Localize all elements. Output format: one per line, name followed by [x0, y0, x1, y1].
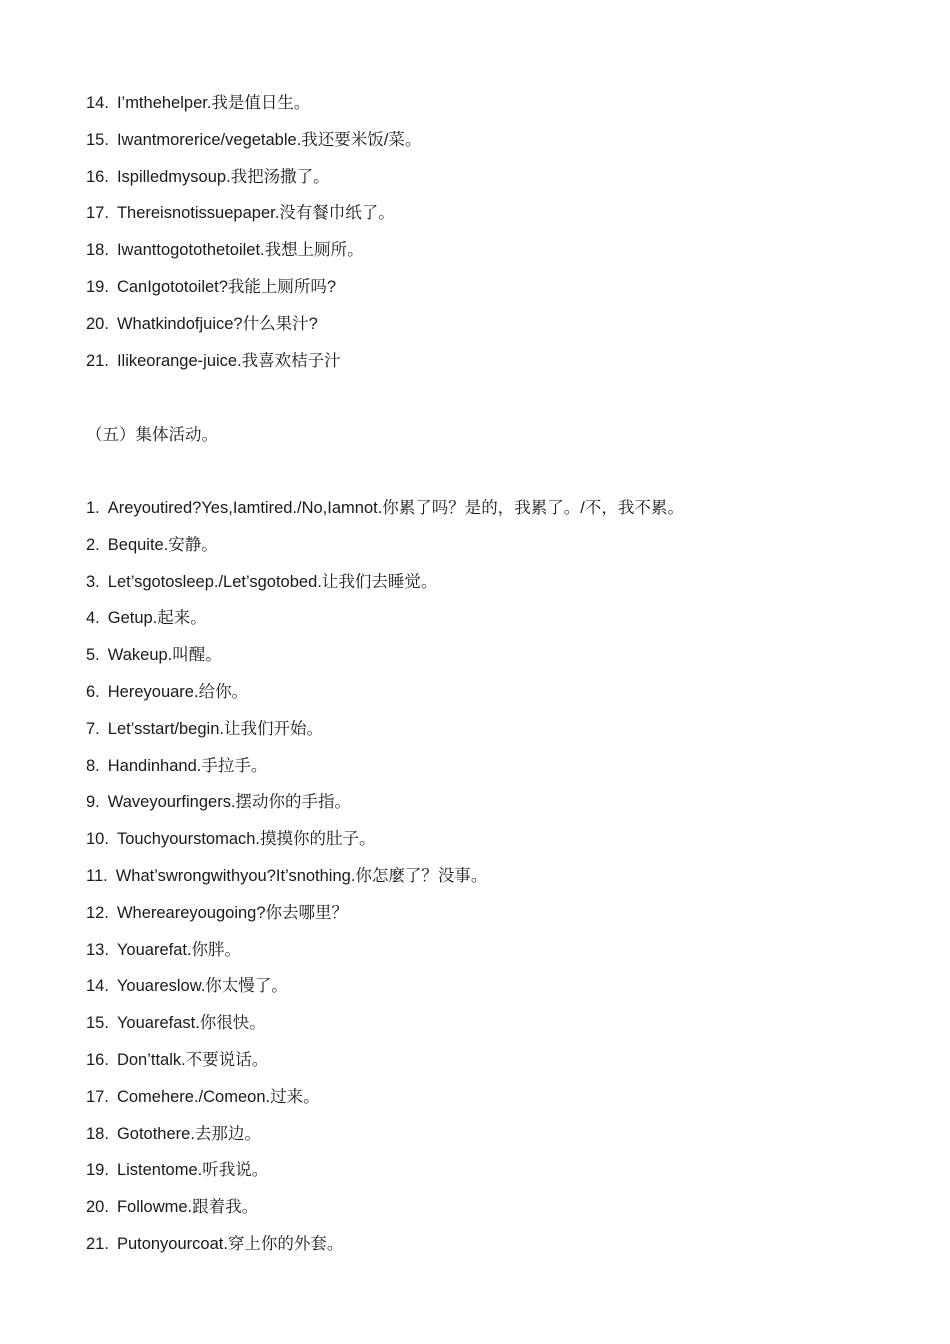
- item-text: Waveyourfingers.摆动你的手指。: [107, 793, 352, 812]
- item-number: 3.: [86, 572, 100, 591]
- item-number: 9.: [86, 793, 100, 812]
- list-item: [86, 88, 421, 125]
- item-number: 14.: [86, 94, 109, 112]
- item-text: Ilikeorange-juice.我喜欢桔子汁: [116, 351, 341, 370]
- list-item: [86, 1119, 684, 1156]
- item-text: Areyoutired?Yes,Iamtired./No,Iamnot.你累了吗？是的，我累了。/不，我不累。: [107, 499, 684, 517]
- item-number: 21.: [86, 351, 109, 370]
- item-number: 13.: [86, 940, 109, 959]
- list-item: [86, 125, 421, 162]
- list-item: [86, 567, 684, 604]
- item-text: Youarefast.你很快。: [116, 1014, 266, 1033]
- item-text: Iwantmorerice/vegetable.我还要米饭/菜。: [116, 130, 422, 149]
- item-number: 17.: [86, 204, 109, 223]
- list-item: [86, 530, 684, 567]
- item-number: 16.: [86, 1050, 109, 1069]
- item-number: 19.: [86, 277, 109, 296]
- item-text: I’mthehelper.我是值日生。: [116, 94, 311, 112]
- item-number: 5.: [86, 646, 100, 665]
- item-text: Youareslow.你太慢了。: [116, 977, 288, 996]
- item-number: 7.: [86, 719, 100, 738]
- list-item: [86, 714, 684, 751]
- list-item: [86, 162, 421, 199]
- list-item: [86, 935, 684, 972]
- item-text: Gotothere.去那边。: [116, 1124, 261, 1143]
- list-item: [86, 898, 684, 935]
- list-item: [86, 493, 684, 530]
- item-number: 20.: [86, 1198, 109, 1217]
- item-text: Getup.起来。: [107, 609, 207, 628]
- list-item: [86, 198, 421, 235]
- item-number: 10.: [86, 830, 109, 849]
- list-item: [86, 751, 684, 788]
- item-number: 20.: [86, 314, 109, 333]
- list-item: [86, 235, 421, 272]
- item-text: CanIgototoilet?我能上厕所吗?: [116, 277, 337, 296]
- item-text: What’swrongwithyou?It’snothing.你怎麼了？没事。: [115, 866, 488, 885]
- list-item: [86, 861, 684, 898]
- item-text: Ispilledmysoup.我把汤撒了。: [116, 167, 330, 186]
- item-number: 2.: [86, 535, 100, 554]
- item-number: 15.: [86, 130, 109, 149]
- item-text: Let’sstart/begin.让我们开始。: [107, 719, 323, 738]
- list-item: [86, 272, 421, 309]
- item-text: Bequite.安静。: [107, 535, 218, 554]
- phrase-list-meals: [86, 88, 421, 382]
- list-item: [86, 677, 684, 714]
- item-text: Wakeup.叫醒。: [107, 646, 222, 665]
- list-item: [86, 1229, 684, 1266]
- list-item: [86, 309, 421, 346]
- item-number: 18.: [86, 1124, 109, 1143]
- item-number: 11.: [86, 866, 108, 885]
- item-text: Let’sgotosleep./Let’sgotobed.让我们去睡觉。: [107, 572, 438, 591]
- phrase-list-group-activities: [86, 493, 684, 1266]
- list-item: [86, 603, 684, 640]
- item-text: Whatkindofjuice?什么果汁?: [116, 314, 318, 333]
- item-number: 14.: [86, 977, 109, 996]
- item-number: 16.: [86, 167, 109, 186]
- item-text: Comehere./Comeon.过来。: [116, 1087, 320, 1106]
- item-text: Followme.跟着我。: [116, 1198, 259, 1217]
- item-text: Putonyourcoat.穿上你的外套。: [116, 1234, 344, 1253]
- item-number: 8.: [86, 756, 100, 775]
- item-text: Handinhand.手拉手。: [107, 756, 268, 775]
- list-item: [86, 971, 684, 1008]
- item-number: 21.: [86, 1234, 109, 1253]
- list-item: [86, 1192, 684, 1229]
- list-item: [86, 787, 684, 824]
- item-text: Youarefat.你胖。: [116, 940, 242, 959]
- section-heading: （五）集体活动。: [86, 426, 218, 444]
- list-item: [86, 824, 684, 861]
- list-item: [86, 640, 684, 677]
- item-number: 15.: [86, 1014, 109, 1033]
- item-number: 4.: [86, 609, 100, 628]
- list-item: [86, 346, 421, 383]
- list-item: [86, 1008, 684, 1045]
- item-number: 12.: [86, 903, 109, 922]
- item-number: 1.: [86, 499, 100, 517]
- item-number: 19.: [86, 1161, 109, 1180]
- list-item: [86, 1045, 684, 1082]
- item-text: Hereyouare.给你。: [107, 682, 249, 701]
- item-number: 17.: [86, 1087, 109, 1106]
- item-text: Don’ttalk.不要说话。: [116, 1050, 269, 1069]
- item-text: Touchyourstomach.摸摸你的肚子。: [116, 830, 376, 849]
- list-item: [86, 1155, 684, 1192]
- item-number: 6.: [86, 682, 100, 701]
- item-text: Thereisnotissuepaper.没有餐巾纸了。: [116, 204, 395, 223]
- item-text: Iwanttogotothetoilet.我想上厕所。: [116, 241, 364, 260]
- item-number: 18.: [86, 241, 109, 260]
- item-text: Whereareyougoing?你去哪里？: [116, 903, 349, 922]
- item-text: Listentome.听我说。: [116, 1161, 269, 1180]
- list-item: [86, 1082, 684, 1119]
